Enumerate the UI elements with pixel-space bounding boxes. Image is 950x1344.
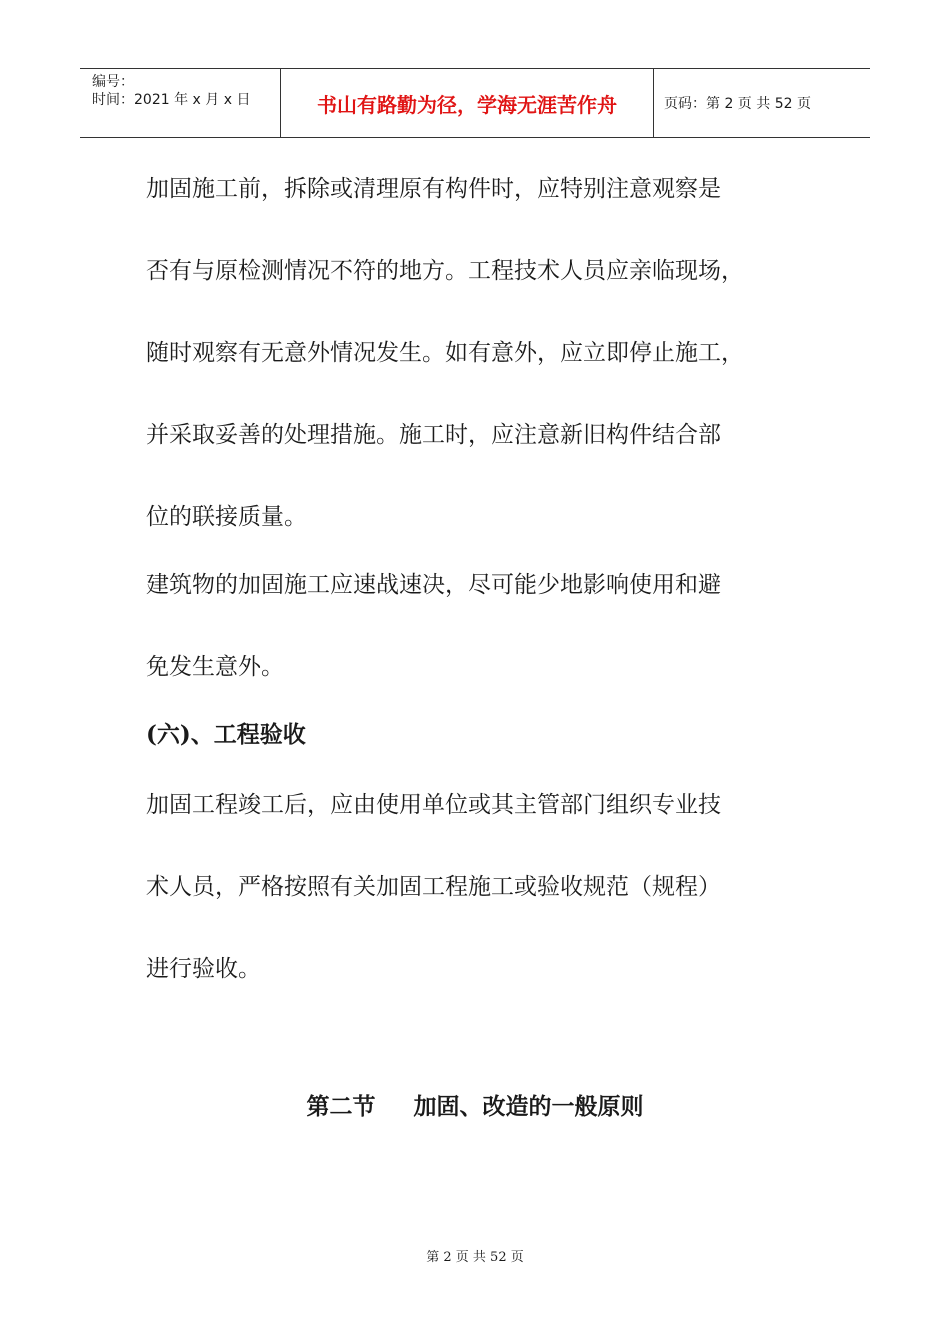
page-header xyxy=(80,68,870,138)
document-date: 时间：2021 年 x 月 x 日 xyxy=(92,92,251,108)
body-line-6: 建筑物的加固施工应速战速决，尽可能少地影响使用和避 xyxy=(146,572,721,598)
document-number-label: 编号： xyxy=(92,74,134,90)
body-line-2: 否有与原检测情况不符的地方。工程技术人员应亲临现场， xyxy=(146,258,744,284)
header-page-info: 页码：第 2 页 共 52 页 xyxy=(664,96,811,112)
page-footer: 第 2 页 共 52 页 xyxy=(426,1250,524,1265)
body-line-4: 并采取妥善的处理措施。施工时，应注意新旧构件结合部 xyxy=(146,422,721,448)
body-line-9: 术人员，严格按照有关加固工程施工或验收规范（规程） xyxy=(146,874,721,900)
header-motto: 书山有路勤为径，学海无涯苦作舟 xyxy=(281,69,654,137)
subsection-heading: (六)、工程验收 xyxy=(146,721,306,748)
body-line-3: 随时观察有无意外情况发生。如有意外，应立即停止施工， xyxy=(146,340,744,366)
section-number: 第二节 xyxy=(306,1093,376,1120)
section-name: 加固、改造的一般原则 xyxy=(413,1093,644,1120)
body-line-8: 加固工程竣工后，应由使用单位或其主管部门组织专业技 xyxy=(146,792,721,818)
body-line-7: 免发生意外。 xyxy=(146,654,284,680)
section-title xyxy=(0,1088,950,1121)
header-meta-cell xyxy=(80,69,281,137)
body-line-10: 进行验收。 xyxy=(146,956,261,982)
body-line-1: 加固施工前，拆除或清理原有构件时，应特别注意观察是 xyxy=(146,176,721,202)
body-line-5: 位的联接质量。 xyxy=(146,504,307,530)
